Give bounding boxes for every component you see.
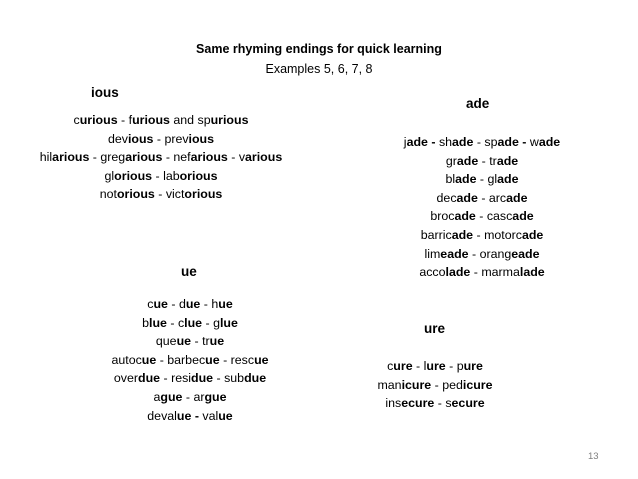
rhyme-ending: ade xyxy=(406,135,428,149)
rhyme-ending: urious xyxy=(79,113,118,127)
rhyme-ending: lade xyxy=(519,265,545,280)
rhyme-line: cure - lure - pure xyxy=(387,359,483,373)
rhyme-word: wade xyxy=(529,135,561,149)
rhyme-line: blue - clue - glue xyxy=(142,315,238,330)
rhyme-ending: ure xyxy=(426,359,446,373)
rhyme-word: due xyxy=(178,297,201,311)
heading-ure: ure xyxy=(424,321,446,336)
rhyme-ending: arious xyxy=(245,150,283,165)
rhyme-word: shade xyxy=(438,135,474,149)
rhyme-word: furious xyxy=(128,113,170,127)
rhyme-line: manicure - pedicure xyxy=(377,377,493,392)
rhyme-line: grade - trade xyxy=(445,153,519,168)
rhyme-line: autocue - barbecue - rescue xyxy=(111,352,269,367)
rhyme-ending: lade xyxy=(445,265,471,280)
rhyme-word: spade xyxy=(484,135,519,149)
rhyme-ending: due xyxy=(138,371,161,386)
rhyme-ending: ade xyxy=(497,172,519,187)
rhyme-ending: ade xyxy=(521,227,544,242)
rhyme-word: barricade xyxy=(420,227,474,242)
rhyme-ending: ade xyxy=(451,227,474,242)
rhyme-word: accolade xyxy=(419,265,471,280)
rhyme-word: autocue xyxy=(111,352,157,367)
rhyme-ending: icure xyxy=(401,377,432,392)
rhyme-word: barbecue xyxy=(167,352,220,367)
rhyme-ending: ade xyxy=(456,190,478,205)
rhyme-word: glade xyxy=(487,172,519,187)
rhyme-line: blade - glade xyxy=(445,172,519,187)
rhyme-line: devious - previous xyxy=(107,131,215,146)
rhyme-word: victorious xyxy=(165,187,223,202)
rhyme-word: pedicure xyxy=(442,377,493,392)
rhyme-ending: ade xyxy=(497,135,519,149)
rhyme-word: residue xyxy=(171,371,214,386)
rhyme-line: insecure - secure xyxy=(385,396,485,411)
rhyme-ending: ade xyxy=(455,172,477,187)
rhyme-word: various xyxy=(238,150,283,165)
rhyme-ending: orious xyxy=(179,168,218,183)
rhyme-ending: ue xyxy=(153,297,168,311)
rhyme-ending: ue xyxy=(218,408,233,423)
rhyme-ending: urious xyxy=(132,113,170,127)
rhyme-block-ade xyxy=(378,133,586,282)
rhyme-line: overdue - residue - subdue xyxy=(113,371,267,386)
rhyme-ending: eade xyxy=(511,246,540,261)
rhyme-word: overdue xyxy=(113,371,161,386)
rhyme-ending: ue xyxy=(141,352,157,367)
rhyme-line: jade - shade - spade - wade xyxy=(403,135,561,149)
rhyme-word: cue xyxy=(147,297,168,311)
rhyme-word: cascade xyxy=(486,209,534,224)
rhyme-ending: urious xyxy=(210,113,249,127)
rhyme-word: decade xyxy=(436,190,478,205)
rhyme-word: blue xyxy=(142,315,167,330)
rhyme-ending: ade xyxy=(506,190,528,205)
rhyme-ending: eade xyxy=(440,246,469,261)
rhyme-ending: orious xyxy=(184,187,223,202)
rhyme-block-ious xyxy=(0,111,322,204)
rhyme-word: brocade xyxy=(430,209,476,224)
rhyme-ending: lue xyxy=(219,315,238,330)
rhyme-ending: arious xyxy=(125,150,163,165)
rhyme-ending: ue xyxy=(205,352,220,367)
rhyme-ending: lue xyxy=(184,315,203,330)
rhyme-word: true xyxy=(202,334,225,349)
rhyme-block-ure xyxy=(360,357,510,413)
rhyme-line: ague - argue xyxy=(153,389,227,404)
rhyme-ending: ue xyxy=(209,334,225,349)
rhyme-word: hilarious xyxy=(39,150,90,165)
rhyme-line: barricade - motorcade xyxy=(420,227,544,242)
rhyme-word: motorcade xyxy=(484,227,544,242)
heading-ue: ue xyxy=(181,264,197,279)
rhyme-word: devalue xyxy=(147,408,192,423)
rhyme-ending: ious xyxy=(127,131,154,146)
rhyme-ending: ecure xyxy=(451,396,485,411)
rhyme-ending: icure xyxy=(462,377,493,392)
heading-ade: ade xyxy=(466,96,490,111)
rhyme-ending: ade xyxy=(452,135,474,149)
rhyme-ending: ue xyxy=(218,297,233,311)
rhyme-ending: arious xyxy=(190,150,228,165)
rhyme-ending: ure xyxy=(393,359,413,373)
rhyme-word: marmalade xyxy=(481,265,545,280)
rhyme-line: devalue - value xyxy=(147,408,233,423)
rhyme-ending: ue xyxy=(176,334,192,349)
rhyme-word: previous xyxy=(164,131,215,146)
rhyme-word: arcade xyxy=(488,190,528,205)
rhyme-word: trade xyxy=(489,153,519,168)
rhyme-ending: ade xyxy=(512,209,534,224)
rhyme-word: subdue xyxy=(224,371,267,386)
rhyme-word: secure xyxy=(445,396,485,411)
rhyme-word: clue xyxy=(177,315,203,330)
rhyme-word: blade xyxy=(445,172,477,187)
slide-title: Same rhyming endings for quick learning xyxy=(196,42,442,56)
rhyme-ending: ade xyxy=(456,153,479,168)
rhyme-ending: ade xyxy=(538,135,561,149)
rhyme-ending: ious xyxy=(188,131,215,146)
heading-ious: ious xyxy=(91,85,119,100)
rhyme-word: grade xyxy=(445,153,479,168)
rhyme-block-ue xyxy=(85,295,295,425)
slide-subtitle: Examples 5, 6, 7, 8 xyxy=(265,62,373,76)
rhyme-word: hue xyxy=(211,297,233,311)
rhyme-ending: gue xyxy=(204,389,227,404)
rhyme-word: limeade xyxy=(424,246,469,261)
rhyme-word: cure xyxy=(387,359,413,373)
rhyme-word: curious xyxy=(73,113,118,127)
rhyme-line: hilarious - gregarious - nefarious - various xyxy=(39,150,283,165)
rhyme-ending: ue xyxy=(176,408,192,423)
rhyme-word: orangeade xyxy=(479,246,540,261)
rhyme-word: gregarious xyxy=(100,150,163,165)
rhyme-line: queue - true xyxy=(155,334,225,349)
rhyme-word: pure xyxy=(456,359,483,373)
rhyme-line: cue - due - hue xyxy=(147,297,233,311)
rhyme-ending: ade xyxy=(496,153,519,168)
rhyme-ending: arious xyxy=(52,150,90,165)
rhyme-ending: ue xyxy=(254,352,269,367)
rhyme-ending: due xyxy=(244,371,267,386)
rhyme-line: curious - furious and spurious xyxy=(73,113,249,127)
rhyme-word: queue xyxy=(155,334,192,349)
rhyme-ending: ure xyxy=(463,359,483,373)
rhyme-word: jade xyxy=(403,135,428,149)
rhyme-ending: due xyxy=(191,371,214,386)
rhyme-word: rescue xyxy=(230,352,269,367)
rhyme-line: notorious - victorious xyxy=(99,187,223,202)
rhyme-ending: lue xyxy=(149,315,167,330)
rhyme-word: lure xyxy=(423,359,446,373)
rhyme-ending: ecure xyxy=(401,396,435,411)
rhyme-ending: ue xyxy=(185,297,201,311)
rhyme-word: glue xyxy=(213,315,238,330)
rhyme-word: ague xyxy=(153,389,183,404)
rhyme-line: decade - arcade xyxy=(436,190,528,205)
rhyme-line: limeade - orangeade xyxy=(424,246,540,261)
rhyme-word: devious xyxy=(107,131,154,146)
rhyme-word: argue xyxy=(193,389,227,404)
rhyme-line: brocade - cascade xyxy=(430,209,534,224)
rhyme-ending: orious xyxy=(116,187,155,202)
rhyme-word: spurious xyxy=(197,113,249,127)
rhyme-line: accolade - marmalade xyxy=(419,265,545,280)
rhyme-word: manicure xyxy=(377,377,432,392)
rhyme-word: nefarious xyxy=(173,150,228,165)
rhyme-ending: gue xyxy=(160,389,183,404)
rhyme-word: glorious xyxy=(104,168,153,183)
page-number: 13 xyxy=(588,451,599,462)
rhyme-word: notorious xyxy=(99,187,155,202)
rhyme-ending: orious xyxy=(114,168,153,183)
rhyme-word: insecure xyxy=(385,396,435,411)
rhyme-word: value xyxy=(202,408,233,423)
rhyme-line: glorious - laborious xyxy=(104,168,218,183)
rhyme-ending: ade xyxy=(454,209,476,224)
rhyme-word: laborious xyxy=(163,168,218,183)
